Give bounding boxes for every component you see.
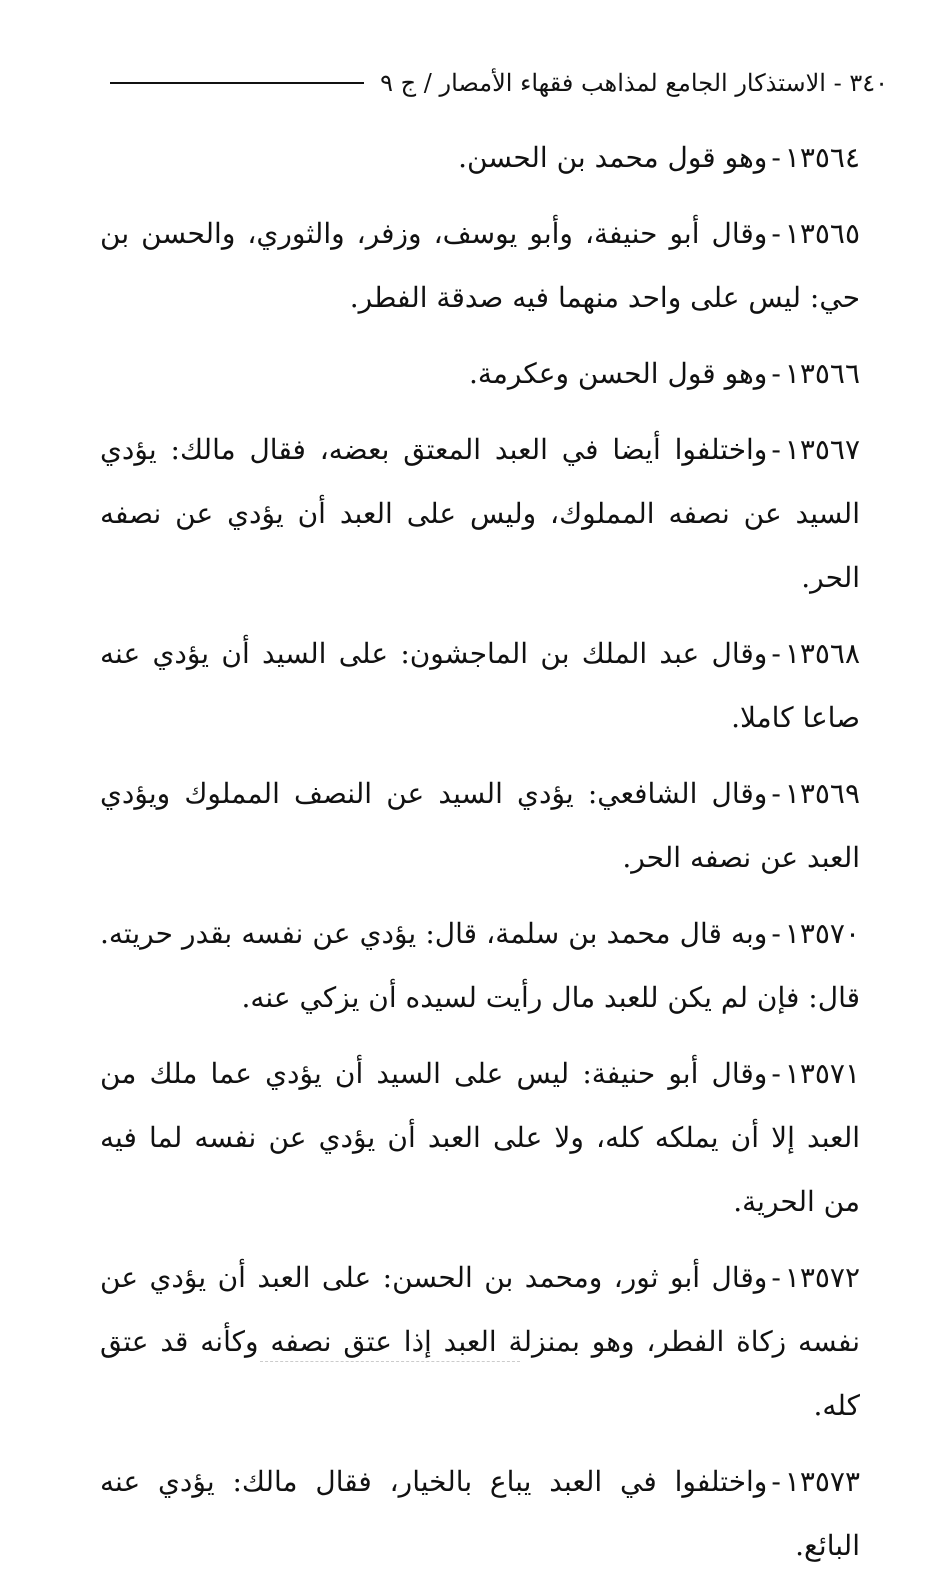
- paragraph-13566: ١٣٥٦٦-وهو قول الحسن وعكرمة.: [468, 357, 860, 390]
- paragraph-text: وقال أبو حنيفة: ليس على السيد أن يؤدي عما ملك من العبد إلا أن يملكه كله، ولا على العبد أن يؤدي عن نفسه لما فيه من الحرية.: [100, 1057, 860, 1218]
- paragraph-text: واختلفوا أيضا في العبد المعتق بعضه، فقال مالك: يؤدي السيد عن نصفه المملوك، وليس على العبد أن يؤدي عن نصفه الحر.: [100, 433, 860, 594]
- page-header: [100, 60, 888, 106]
- paragraph-13572: ١٣٥٧٢-وقال أبو ثور، ومحمد بن الحسن: على العبد أن يؤدي عن نفسه زكاة الفطر، وهو بمنزلة العبد إذا عتق نصفه وكأنه قد عتق كله.: [100, 1261, 860, 1422]
- paragraph-13569: ١٣٥٦٩-وقال الشافعي: يؤدي السيد عن النصف المملوك ويؤدي العبد عن نصفه الحر.: [100, 777, 860, 874]
- paragraph-text: وقال أبو حنيفة، وأبو يوسف، وزفر، والثوري، والحسن بن حي: ليس على واحد منهما فيه صدقة الفطر.: [100, 217, 860, 314]
- paragraph-13571: ١٣٥٧١-وقال أبو حنيفة: ليس على السيد أن يؤدي عما ملك من العبد إلا أن يملكه كله، ولا على العبد أن يؤدي عن نفسه لما فيه من الحرية.: [100, 1057, 860, 1218]
- header-rule: [110, 82, 364, 84]
- paragraph-number: ١٣٥٦٧: [784, 433, 860, 466]
- paragraph-13564: ١٣٥٦٤-وهو قول محمد بن الحسن.: [458, 141, 860, 174]
- paragraph-number: ١٣٥٧١: [784, 1057, 860, 1090]
- paragraph-number: ١٣٥٦٦: [784, 357, 860, 390]
- paragraph-number: ١٣٥٦٥: [784, 217, 860, 250]
- paragraph-text: وقال عبد الملك بن الماجشون: على السيد أن يؤدي عنه صاعا كاملا.: [100, 637, 860, 734]
- running-header: ٣٤٠ - الاستذكار الجامع لمذاهب فقهاء الأمصار / ج ٩: [380, 69, 888, 97]
- paragraph-text: وقال أبو ثور، ومحمد بن الحسن: على العبد أن يؤدي عن نفسه زكاة الفطر، وهو بمنزلة العبد إذا عتق نصفه وكأنه قد عتق كله.: [100, 1261, 860, 1422]
- paragraph-text: وقال الشافعي: يؤدي السيد عن النصف المملوك ويؤدي العبد عن نصفه الحر.: [100, 777, 860, 874]
- paragraph-number: ١٣٥٦٨: [784, 637, 861, 670]
- paragraph-number: ١٣٥٦٩: [784, 777, 860, 810]
- paragraph-13565: ١٣٥٦٥-وقال أبو حنيفة، وأبو يوسف، وزفر، والثوري، والحسن بن حي: ليس على واحد منهما فيه صدقة الفطر.: [100, 217, 860, 314]
- paragraph-text: وهو قول الحسن وعكرمة.: [468, 357, 768, 390]
- paragraph-text: وبه قال محمد بن سلمة، قال: يؤدي عن نفسه بقدر حريته. قال: فإن لم يكن للعبد مال رأيت لسيده أن يزكي عنه.: [100, 917, 860, 1014]
- paragraph-13573: ١٣٥٧٣-واختلفوا في العبد يباع بالخيار، فقال مالك: يؤدي عنه البائع.: [100, 1465, 860, 1562]
- paragraph-number: ١٣٥٧٠: [784, 917, 860, 950]
- paragraph-text: وهو قول محمد بن الحسن.: [458, 141, 768, 174]
- paragraph-number: ١٣٥٧٣: [784, 1465, 860, 1498]
- paragraph-13567: ١٣٥٦٧-واختلفوا أيضا في العبد المعتق بعضه، فقال مالك: يؤدي السيد عن نصفه المملوك، وليس على العبد أن يؤدي عن نصفه الحر.: [100, 433, 860, 594]
- paragraph-text: واختلفوا في العبد يباع بالخيار، فقال مالك: يؤدي عنه البائع.: [100, 1465, 860, 1562]
- page: [100, 60, 888, 1562]
- footer-scan-line: [260, 1361, 520, 1362]
- paragraph-number: ١٣٥٧٢: [784, 1261, 860, 1294]
- paragraph-13570: ١٣٥٧٠-وبه قال محمد بن سلمة، قال: يؤدي عن نفسه بقدر حريته. قال: فإن لم يكن للعبد مال رأيت لسيده أن يزكي عنه.: [100, 917, 860, 1014]
- paragraph-13568: ١٣٥٦٨-وقال عبد الملك بن الماجشون: على السيد أن يؤدي عنه صاعا كاملا.: [100, 637, 861, 734]
- paragraph-number: ١٣٥٦٤: [784, 141, 860, 174]
